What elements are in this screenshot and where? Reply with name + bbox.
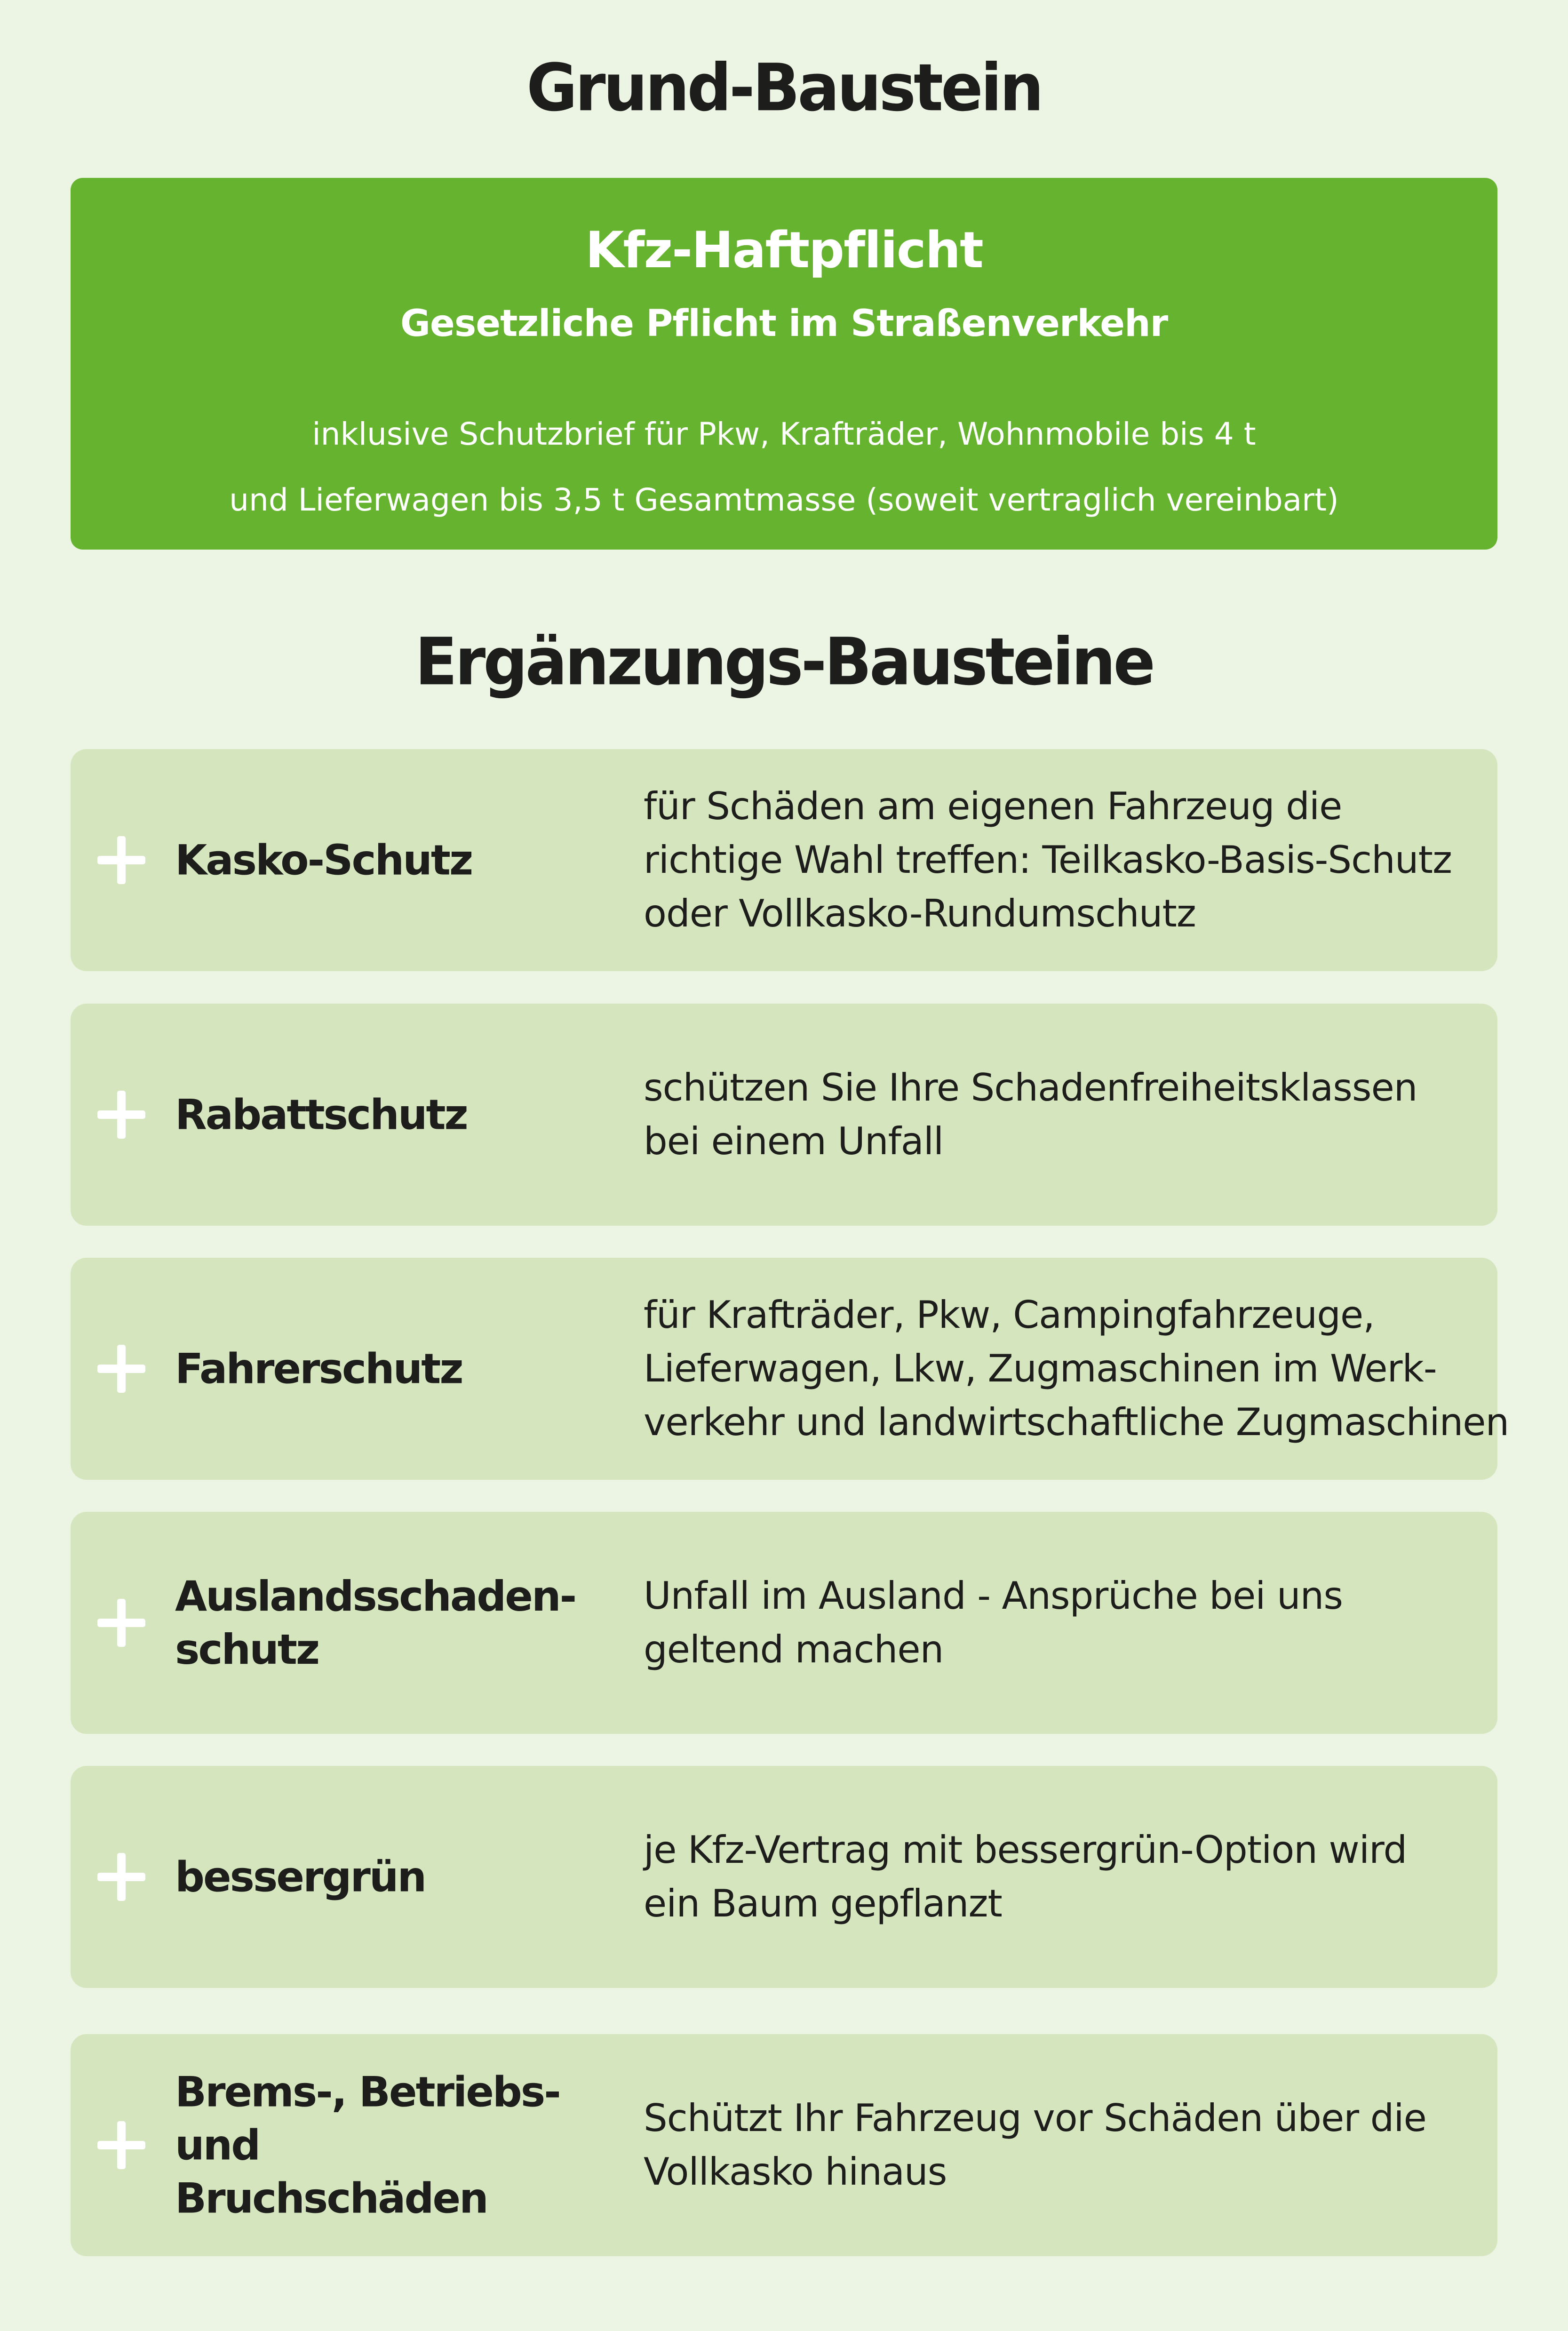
module-desc-line: oder Vollkasko-Rundumschutz [644, 892, 1196, 935]
module-desc-line: Vollkasko hinaus [644, 2150, 947, 2194]
module-desc-line: Unfall im Ausland - Ansprüche bei uns [644, 1574, 1343, 1618]
base-subtitle: Gesetzliche Pflicht im Straßenverkehr [400, 303, 1168, 345]
module-desc-line: richtige Wahl treffen: Teilkasko-Basis-Schutz [644, 838, 1452, 882]
module-description [644, 780, 1495, 941]
module-title [175, 1851, 580, 1904]
module-desc-line: für Schäden am eigenen Fahrzeug die [644, 784, 1342, 828]
module-description [644, 1569, 1495, 1676]
module-rabattschutz [71, 1004, 1497, 1226]
plus-icon [97, 2121, 145, 2169]
plus-icon [97, 1345, 145, 1393]
module-description [644, 1288, 1509, 1449]
base-note-line: und Lieferwagen bis 3,5 t Gesamtmasse (soweit vertraglich vereinbart) [229, 482, 1339, 518]
module-title-line: und Bruchschäden [175, 2121, 487, 2223]
module-bessergruen [71, 1766, 1497, 1988]
module-desc-line: für Krafträder, Pkw, Campingfahrzeuge, [644, 1293, 1375, 1337]
module-description [644, 1823, 1495, 1931]
kfz-haftpflicht-box [71, 178, 1497, 550]
module-title [175, 1342, 580, 1396]
plus-icon [97, 1599, 145, 1647]
base-note-line: inklusive Schutzbrief für Pkw, Krafträder, Wohnmobile bis 4 t [312, 416, 1256, 452]
module-title-line: bessergrün [175, 1852, 426, 1901]
base-title: Kfz-Haftpflicht [585, 221, 983, 279]
module-description [644, 1061, 1495, 1168]
module-title-line: Kasko-Schutz [175, 836, 472, 885]
module-title [175, 1088, 580, 1142]
module-title-line: Rabattschutz [175, 1090, 467, 1139]
module-title [175, 834, 580, 887]
module-fahrerschutz [71, 1258, 1509, 1480]
module-desc-line: bei einem Unfall [644, 1119, 944, 1163]
plus-icon [97, 836, 145, 884]
module-desc-line: Schützt Ihr Fahrzeug vor Schäden über die [644, 2096, 1426, 2140]
module-desc-line: verkehr und landwirtschaftliche Zugmaschinen [644, 1400, 1509, 1444]
module-desc-line: Lieferwagen, Lkw, Zugmaschinen im Werk- [644, 1347, 1437, 1390]
ergaenzungs-bausteine-heading: Ergänzungs-Bausteine [414, 624, 1153, 700]
module-desc-line: schützen Sie Ihre Schadenfreiheitsklassen [644, 1066, 1417, 1110]
module-title-line: Brems-, Betriebs- [175, 2068, 560, 2116]
module-title-line: Fahrerschutz [175, 1344, 462, 1393]
module-title-line: schutz [175, 1625, 319, 1674]
module-title [175, 2066, 580, 2225]
plus-icon [97, 1091, 145, 1139]
module-description [644, 2092, 1495, 2199]
grund-baustein-heading: Grund-Baustein [526, 50, 1042, 126]
module-auslandsschadenschutz [71, 1512, 1497, 1734]
module-title [175, 1570, 580, 1676]
module-kasko-schutz [71, 749, 1497, 971]
module-desc-line: ein Baum gepflanzt [644, 1882, 1002, 1925]
base-note [71, 401, 1497, 533]
module-desc-line: je Kfz-Vertrag mit bessergrün-Option wird [644, 1828, 1407, 1872]
module-brems-betriebs-bruchschaeden [71, 2034, 1497, 2256]
module-title-line: Auslandsschaden- [175, 1572, 576, 1621]
plus-icon [97, 1853, 145, 1901]
module-desc-line: geltend machen [644, 1628, 944, 1671]
